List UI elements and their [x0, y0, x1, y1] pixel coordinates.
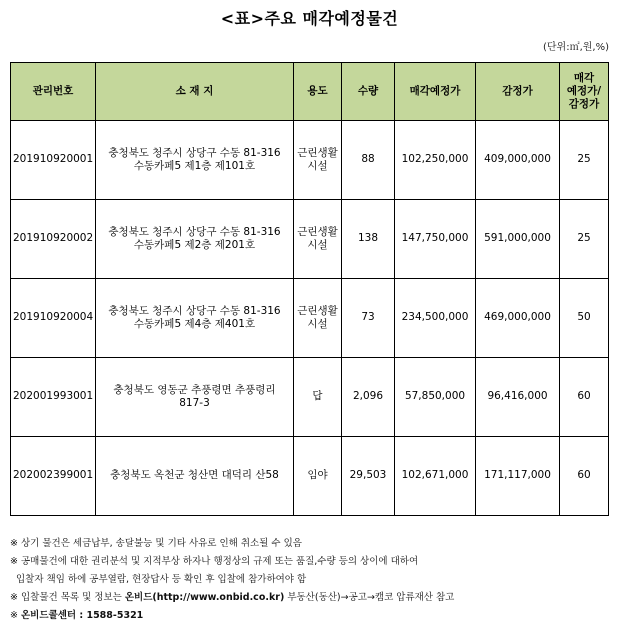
header-appraisal: 감정가 [476, 63, 560, 121]
table-row [11, 358, 609, 437]
cell-ratio: 60 [560, 358, 609, 437]
cell-address [96, 358, 294, 437]
cell-ratio: 25 [560, 121, 609, 200]
cell-ratio: 50 [560, 279, 609, 358]
note-onbid-prefix: ※ 입찰물건 목록 및 정보는 [10, 592, 125, 603]
cell-address: 충청북도 옥천군 청산면 대덕리 산58 [96, 437, 294, 516]
cell-appraisal: 591,000,000 [476, 200, 560, 279]
cell-appraisal: 171,117,000 [476, 437, 560, 516]
note-onbid [10, 589, 610, 607]
header-sale-price: 매각예정가 [395, 63, 476, 121]
notes-section [10, 535, 610, 625]
cell-sale-price: 57,850,000 [395, 358, 476, 437]
callcenter-number: 온비드콜센터 : 1588-5321 [20, 610, 144, 621]
cell-use: 임야 [294, 437, 342, 516]
cell-qty: 88 [342, 121, 395, 200]
cell-sale-price: 102,671,000 [395, 437, 476, 516]
cell-address [96, 121, 294, 200]
cell-use: 근린생활시설 [294, 121, 342, 200]
cell-ratio: 60 [560, 437, 609, 516]
cell-appraisal: 469,000,000 [476, 279, 560, 358]
table-header-row [11, 63, 609, 121]
cell-id: 202001993001 [11, 358, 96, 437]
properties-table [10, 62, 609, 516]
table-row [11, 200, 609, 279]
cell-address [96, 200, 294, 279]
cell-use: 근린생활시설 [294, 279, 342, 358]
header-ratio-line2: 예정가/ [566, 84, 602, 97]
header-qty: 수량 [342, 63, 395, 121]
note-bidder: 입찰자 책임 하에 공부열람, 현장답사 등 확인 후 입찰에 참가하여야 함 [16, 574, 307, 585]
page-title: <표>주요 매각예정물건 [220, 9, 399, 28]
address-line2: 817-3 [179, 397, 210, 409]
address-line2: 수동카페5 제2층 제201호 [133, 239, 256, 251]
note-onbid-suffix: 부동산(동산)→공고→캠코 압류재산 참고 [284, 592, 455, 603]
address-line1: 충청북도 청주시 상당구 수동 81-316 [108, 304, 281, 317]
onbid-link[interactable]: 온비드(http://www.onbid.co.kr) [124, 592, 285, 603]
cell-address [96, 279, 294, 358]
address-line2: 수동카페5 제1층 제101호 [133, 160, 256, 172]
address-line1: 충청북도 청주시 상당구 수동 81-316 [108, 225, 281, 238]
cell-id: 201910920001 [11, 121, 96, 200]
note-cancel: ※ 상기 물건은 세금납부, 송달불능 및 기타 사유로 인해 취소될 수 있음 [10, 538, 302, 549]
unit-label: (단위:㎡,원,%) [542, 42, 609, 53]
cell-id: 202002399001 [11, 437, 96, 516]
cell-appraisal: 96,416,000 [476, 358, 560, 437]
note-callcenter [10, 607, 610, 625]
cell-qty: 73 [342, 279, 395, 358]
cell-use: 근린생활시설 [294, 200, 342, 279]
cell-qty: 2,096 [342, 358, 395, 437]
header-use: 용도 [294, 63, 342, 121]
cell-sale-price: 147,750,000 [395, 200, 476, 279]
address-line2: 수동카페5 제4층 제401호 [133, 318, 256, 330]
cell-appraisal: 409,000,000 [476, 121, 560, 200]
cell-sale-price: 234,500,000 [395, 279, 476, 358]
cell-qty: 138 [342, 200, 395, 279]
cell-ratio: 25 [560, 200, 609, 279]
note-callcenter-prefix: ※ [10, 610, 21, 621]
table-row [11, 279, 609, 358]
address-line1: 충청북도 청주시 상당구 수동 81-316 [108, 146, 281, 159]
table-row [11, 437, 609, 516]
header-ratio-line3: 감정가 [568, 98, 600, 111]
table-row [11, 121, 609, 200]
header-ratio [560, 63, 609, 121]
header-ratio-line1: 매각 [573, 71, 595, 84]
header-address: 소 재 지 [96, 63, 294, 121]
cell-sale-price: 102,250,000 [395, 121, 476, 200]
address-line1: 충청북도 영동군 추풍령면 추풍령리 [113, 383, 276, 396]
header-id: 관리번호 [11, 63, 96, 121]
cell-id: 201910920004 [11, 279, 96, 358]
cell-use: 답 [294, 358, 342, 437]
cell-id: 201910920002 [11, 200, 96, 279]
cell-qty: 29,503 [342, 437, 395, 516]
note-rights: ※ 공매물건에 대한 권리분석 및 지적부상 하자나 행정상의 규제 또는 품질,수량 등의 상이에 대하여 [10, 556, 419, 567]
